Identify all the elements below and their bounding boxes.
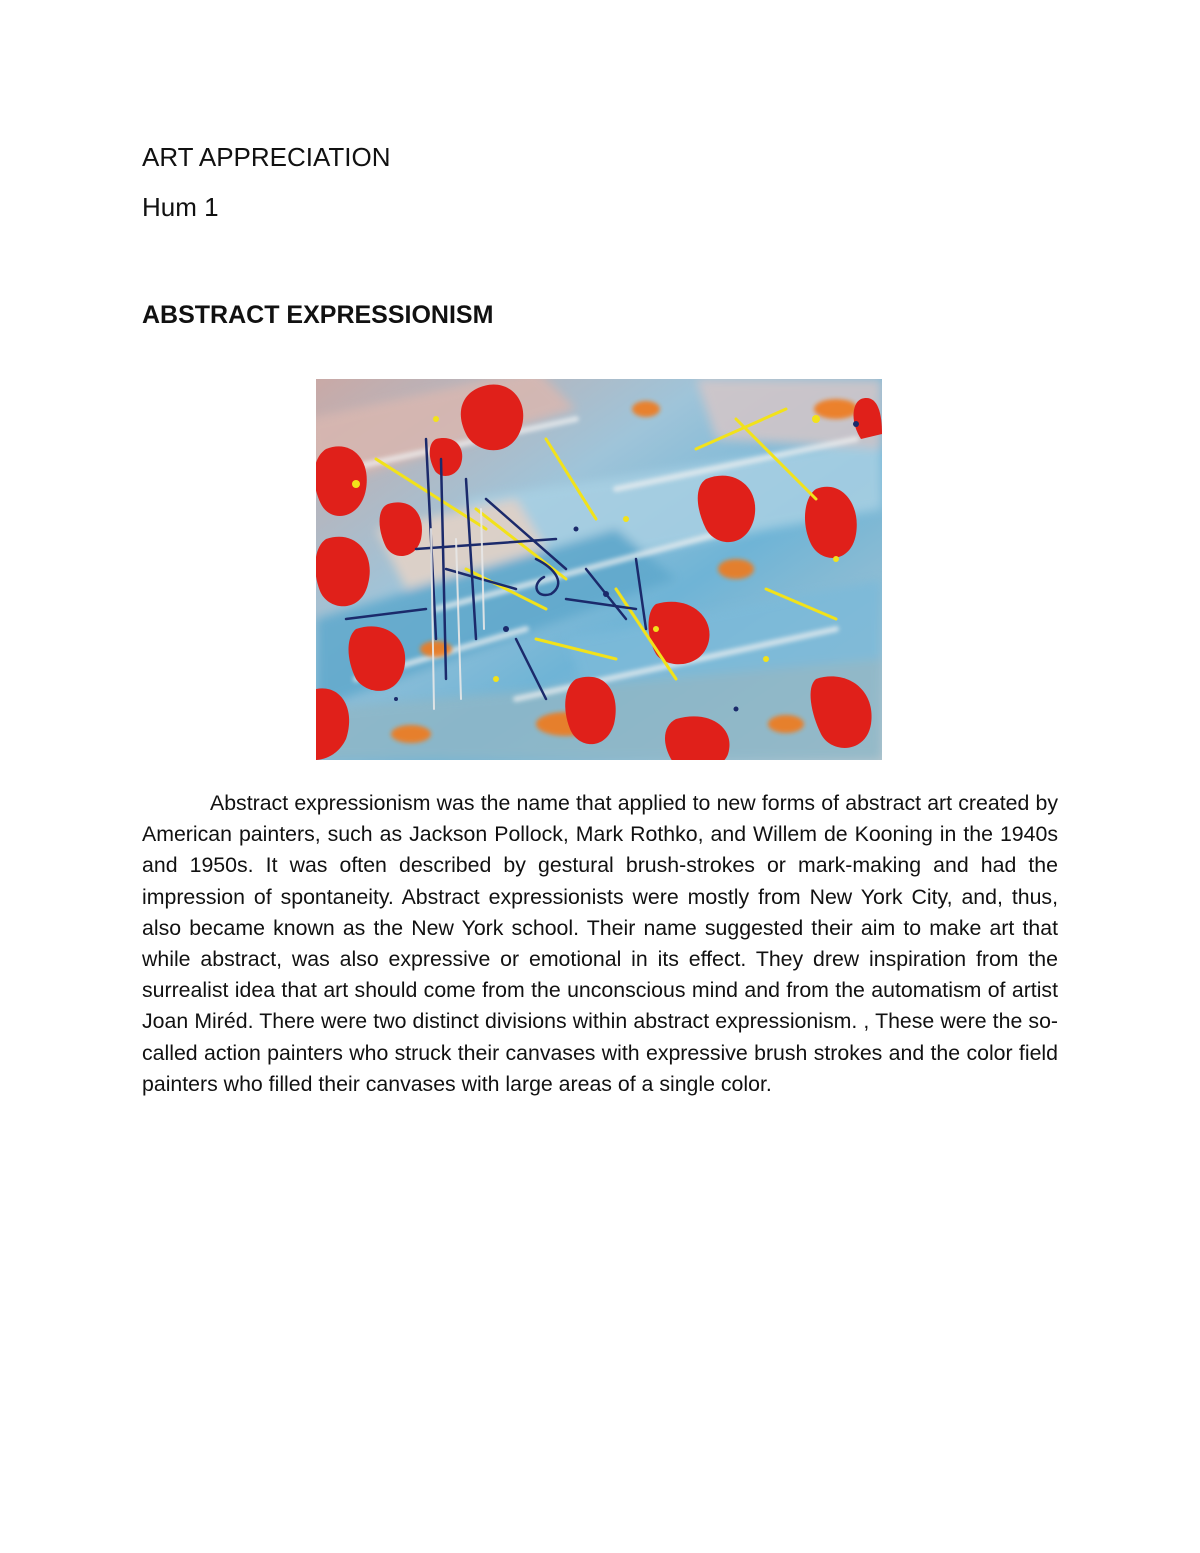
abstract-painting-image [316,379,882,760]
course-title: ART APPRECIATION [142,142,391,172]
course-code: Hum 1 [142,192,219,222]
body-paragraph: Abstract expressionism was the name that applied to new forms of abstract art created by American painters, such as Jackson Pollock, Mark Rothko, and Willem de Kooning in the 1940s and 1950s. It was often described by gestural brush-strokes or mark-making and had the impression of spontaneity. Abstract expressionists were mostly from New York City, and, thus, also became known as the New York school. Their name suggested their aim to make art that while abstract, was also expressive or emotional in its effect. They drew inspiration from the surrealist idea that art should come from the unconscious mind and from the automatism of artist Joan Miréd. There were two distinct divisions within abstract expressionism. , These were the so-called action painters who struck their canvases with expressive brush strokes and the color field painters who filled their canvases with large areas of a single color. [142,791,1058,1096]
document-heading: ABSTRACT EXPRESSIONISM [142,301,494,329]
